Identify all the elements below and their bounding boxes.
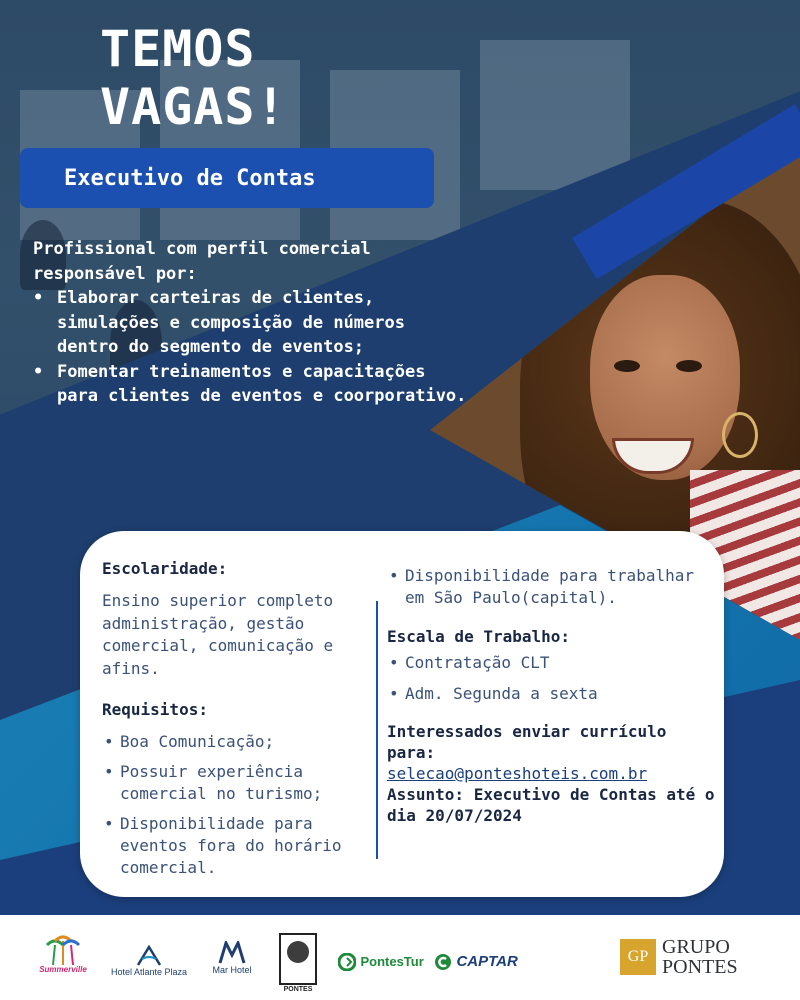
partner-logos-bar <box>0 915 800 1000</box>
description-intro: Profissional com perfil comercial responsável por: <box>33 239 371 284</box>
mar-hotel-logo <box>204 941 260 975</box>
requirement-item: • Disponibilidade para eventos fora do horário comercial. <box>102 813 374 879</box>
pontestur-logo <box>338 953 424 971</box>
info-card <box>80 531 724 897</box>
mar-m-icon <box>217 941 247 965</box>
group-name <box>662 937 738 977</box>
hotel-atlante-plaza-logo <box>104 945 194 977</box>
schedule-item: • Contratação CLT <box>387 652 717 674</box>
responsibility-item: • Elaborar carteiras de clientes, simulações e composição de números dentro do segmento de eventos; <box>33 286 473 360</box>
contact-email-link[interactable]: selecao@ponteshoteis.com.br <box>387 764 648 783</box>
requirements-list <box>102 731 374 879</box>
schedule-list <box>387 652 717 705</box>
palm-trees-icon <box>43 933 83 965</box>
requirement-item: • Boa Comunicação; <box>102 731 374 753</box>
gp-mark: GP <box>620 939 656 975</box>
schedule-item: • Adm. Segunda a sexta <box>387 683 717 705</box>
responsibility-item: • Fomentar treinamentos e capacitações para clientes de eventos e coorporativo. <box>33 360 473 409</box>
education-text: Ensino superior completo administração, gestão comercial, comunicação e afins. <box>102 591 334 678</box>
job-title-banner <box>20 148 434 208</box>
contact-block <box>387 721 717 826</box>
responsibilities-list <box>33 286 473 409</box>
group-name-line-1: GRUPO <box>662 936 730 958</box>
job-description <box>33 237 473 409</box>
requirement-item: • Possuir experiência comercial no turismo; <box>102 761 374 805</box>
requirements-heading: Requisitos: <box>102 700 208 719</box>
headline-line-1: TEMOS <box>100 20 256 78</box>
summerville-logo <box>36 933 90 975</box>
availability-list <box>387 565 717 609</box>
column-divider <box>376 601 378 859</box>
contact-intro: Interessados enviar currículo para: <box>387 722 667 762</box>
schedule-heading: Escala de Trabalho: <box>387 627 571 646</box>
logo-name: Mar Hotel <box>212 965 252 975</box>
pontestur-arrow-icon <box>338 953 356 971</box>
group-name-line-2: PONTES <box>662 956 738 978</box>
grupo-pontes-logo <box>620 937 760 977</box>
headline <box>100 20 287 136</box>
logo-name: PontesTur <box>360 954 424 970</box>
logo-name: Summerville <box>39 965 87 974</box>
availability-item: • Disponibilidade para trabalhar em São Paulo(capital). <box>387 565 717 609</box>
card-left-column <box>102 559 374 887</box>
job-title: Executivo de Contas <box>64 165 316 191</box>
captar-c-icon <box>434 953 452 971</box>
headline-line-2: VAGAS! <box>100 78 287 136</box>
logo-name: Hotel Atlante Plaza <box>110 967 188 977</box>
card-right-column <box>387 565 717 826</box>
pontes-logo <box>278 933 318 995</box>
atlante-a-icon <box>136 945 162 967</box>
application-subject: Assunto: Executivo de Contas até o dia 20/07/2024 <box>387 785 715 825</box>
logo-name: PONTES <box>283 986 313 993</box>
captar-logo <box>434 953 518 971</box>
logo-name: CAPTAR <box>456 953 518 971</box>
education-heading: Escolaridade: <box>102 559 228 578</box>
pontes-portrait-icon <box>279 933 317 985</box>
